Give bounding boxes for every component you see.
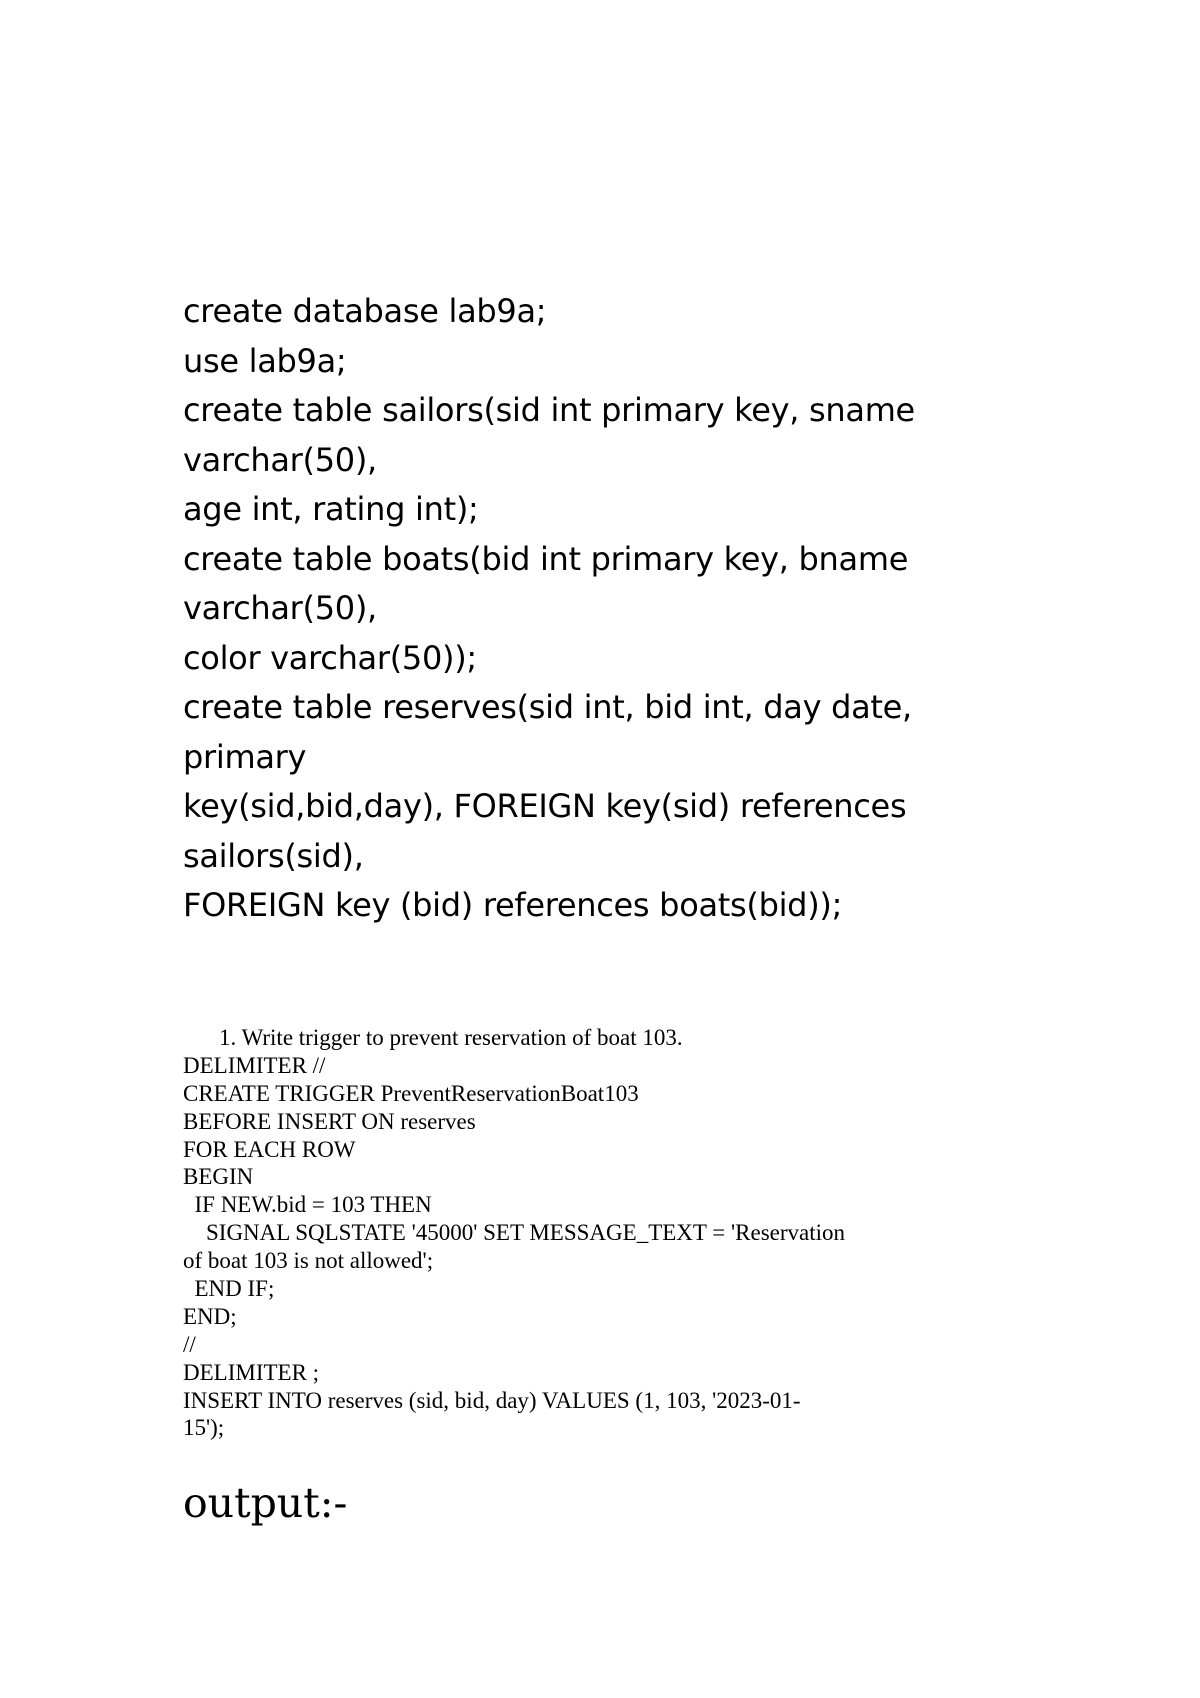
trigger-sql-line: END; <box>183 1303 237 1329</box>
trigger-sql-line: INSERT INTO reserves (sid, bid, day) VALUES (1, 103, '2023-01- <box>183 1387 801 1413</box>
task-text: Write trigger to prevent reservation of boat 103. <box>241 1025 683 1050</box>
schema-sql-block <box>183 287 1083 931</box>
output-heading: output:- <box>183 1479 348 1527</box>
schema-sql-line: sailors(sid), <box>183 836 364 875</box>
schema-sql-line: primary <box>183 737 307 776</box>
schema-sql-line: create table sailors(sid int primary key, sname <box>183 391 915 429</box>
trigger-sql-line: DELIMITER ; <box>183 1359 320 1385</box>
schema-sql-line: varchar(50), <box>183 440 377 479</box>
schema-sql-line: use lab9a; <box>183 341 347 380</box>
trigger-sql-line: 15'); <box>183 1415 225 1441</box>
trigger-sql-line: IF NEW.bid = 103 THEN <box>183 1192 432 1218</box>
schema-sql-line: create table reserves(sid int, bid int, day date, <box>183 688 912 726</box>
task-number: 1. <box>219 1025 237 1050</box>
schema-sql-line: create table boats(bid int primary key, bname <box>183 539 909 578</box>
trigger-sql-line: FOR EACH ROW <box>183 1136 356 1162</box>
trigger-sql-line: CREATE TRIGGER PreventReservationBoat103 <box>183 1080 639 1106</box>
trigger-sql-line: // <box>183 1331 196 1357</box>
schema-sql-line: color varchar(50)); <box>183 638 477 677</box>
schema-sql-line: varchar(50), <box>183 589 377 627</box>
trigger-sql-line: of boat 103 is not allowed'; <box>183 1248 434 1274</box>
trigger-sql-line: SIGNAL SQLSTATE '45000' SET MESSAGE_TEXT = 'Reservation <box>183 1220 846 1246</box>
trigger-sql-line: BEFORE INSERT ON reserves <box>183 1108 476 1134</box>
trigger-sql-line: BEGIN <box>183 1164 254 1190</box>
schema-sql-line: key(sid,bid,day), FOREIGN key(sid) references <box>183 787 907 825</box>
trigger-sql-block <box>183 1024 1063 1442</box>
trigger-sql-line: DELIMITER // <box>183 1052 326 1078</box>
schema-sql-line: create database lab9a; <box>183 292 547 330</box>
trigger-sql-line: END IF; <box>183 1276 275 1302</box>
task-item <box>183 1024 1063 1052</box>
schema-sql-line: FOREIGN key (bid) references boats(bid)); <box>183 886 843 924</box>
schema-sql-line: age int, rating int); <box>183 490 479 528</box>
